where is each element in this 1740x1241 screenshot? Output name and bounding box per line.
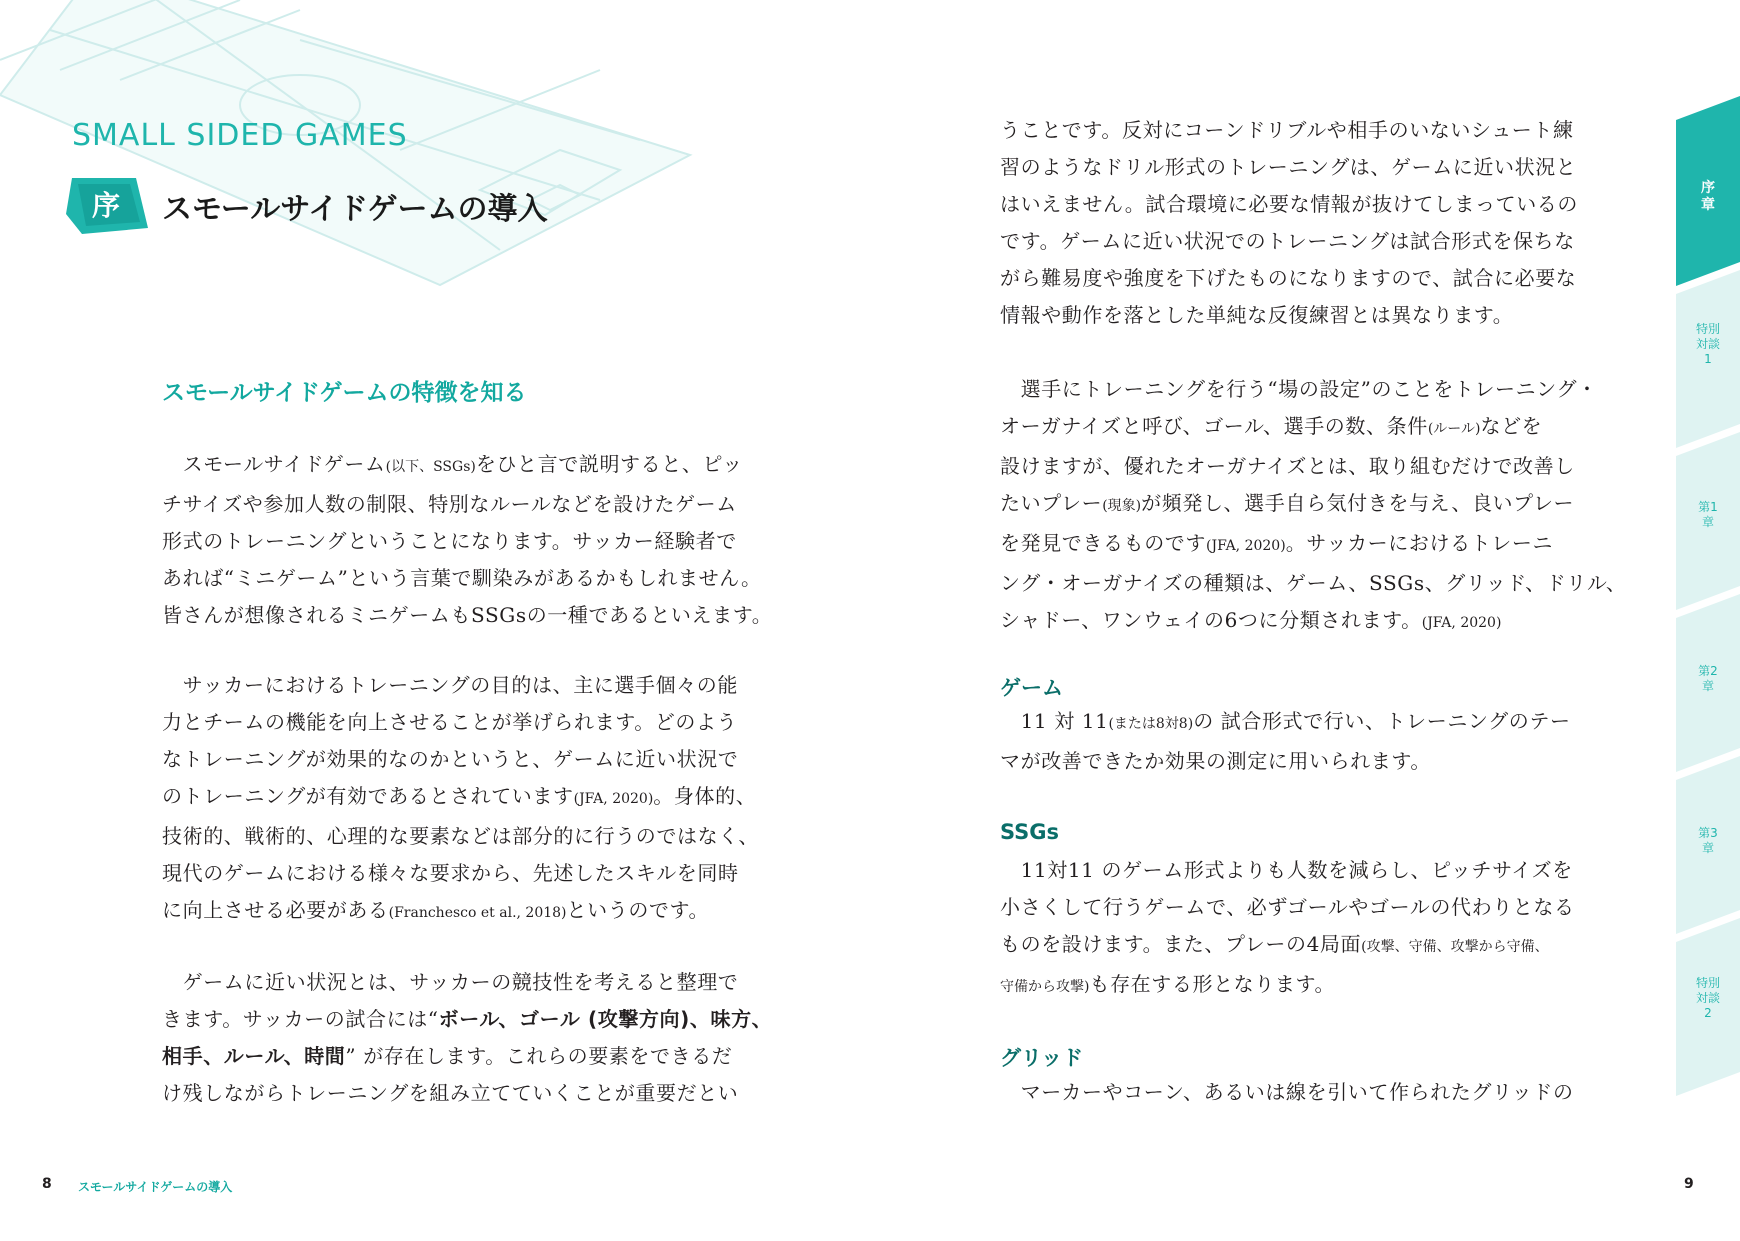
tab-special-talk-2[interactable]: 特別対談2: [1696, 976, 1721, 1020]
chapter-tab-strip: [1676, 96, 1740, 1096]
tab-chapter-3[interactable]: 第3章: [1698, 826, 1718, 855]
left-paragraph-2: サッカーにおけるトレーニングの目的は、主に選手個々の能 力とチームの機能を向上させることが挙げられます。どのよう なトレーニングが効果的なのかというと、ゲームに近い状況で のトレーニングが有効であるとされています(JFA, 2020)。身体的、 技術的、戦術的、心理的な要素などは部分的に行うのではなく、 現代のゲームにおける様々な要求から、先述したスキルを同時 に向上させる必要がある(Franchesco et al., 2018)というのです。: [162, 673, 759, 922]
left-paragraph-1: スモールサイドゲーム(以下、SSGs)をひと言で説明すると、ピッ チサイズや参加人数の制限、特別なルールなどを設けたゲーム 形式のトレーニングということになります。サッカー経験者で あれば“ミニゲーム”という言葉で馴染みがあるかもしれません。 皆さんが想像されるミニゲームもSSGsの一種であるといえます。: [162, 452, 773, 627]
page-number-left: 8: [42, 1176, 52, 1192]
tab-preface[interactable]: 序章: [1701, 180, 1715, 213]
term-heading-ssgs: SSGs: [1000, 820, 1060, 844]
running-head: スモールサイドゲームの導入: [78, 1180, 233, 1194]
chapter-title: スモールサイドゲームの導入: [162, 192, 548, 227]
series-eyebrow: SMALL SIDED GAMES: [72, 118, 408, 153]
tab-special-talk-1[interactable]: 特別対談1: [1696, 322, 1721, 366]
tab-chapter-1[interactable]: 第1章: [1698, 500, 1718, 529]
left-paragraph-3: ゲームに近い状況とは、サッカーの競技性を考えると整理で きます。サッカーの試合には“ボール、ゴール (攻撃方向)、味方、 相手、ルール、時間” が存在します。これらの要素をできるだ け残しながらトレーニングを組み立てていくことが重要だとい: [162, 970, 773, 1105]
term-body-ssgs: 11対11 のゲーム形式よりも人数を減らし、ピッチサイズを 小さくして行うゲームで、必ずゴールやゴールの代わりとなる ものを設けます。また、プレーの4局面(攻撃、守備、攻撃から守備、 守備から攻撃)も存在する形となります。: [1000, 858, 1575, 996]
right-paragraph-2: 選手にトレーニングを行う“場の設定”のことをトレーニング・ オーガナイズと呼び、ゴール、選手の数、条件(ルール)などを 設けますが、優れたオーガナイズとは、取り組むだけで改善し たいプレー(現象)が頻発し、選手自ら気付きを与え、良いプレー を発見できるものです(JFA, 2020)。サッカーにおけるトレーニ ング・オーガナイズの種類は、ゲーム、SSGs、グリッド、ドリル、 シャドー、ワンウェイの6つに分類されます。(JFA, 2020): [1000, 377, 1627, 632]
term-heading-grid: グリッド: [1000, 1046, 1084, 1070]
chapter-badge: 序: [91, 189, 120, 222]
section-heading: スモールサイドゲームの特徴を知る: [162, 380, 527, 406]
term-heading-game: ゲーム: [1000, 676, 1063, 700]
right-paragraph-1: うことです。反対にコーンドリブルや相手のいないシュート練 習のようなドリル形式のトレーニングは、ゲームに近い状況と はいえません。試合環境に必要な情報が抜けてしまっているの です。ゲームに近い状況でのトレーニングは試合形式を保ちな がら難易度や強度を下げたものになりますので、試合に必要な 情報や動作を落とした単純な反復練習とは異なります。: [1000, 118, 1578, 327]
tab-chapter-2[interactable]: 第2章: [1698, 664, 1718, 693]
term-body-grid: マーカーやコーン、あるいは線を引いて作られたグリッドの: [1020, 1080, 1574, 1104]
term-body-game: 11 対 11(または8対8)の 試合形式で行い、トレーニングのテー マが改善できたか効果の測定に用いられます。: [1000, 709, 1571, 773]
page-number-right: 9: [1684, 1176, 1694, 1192]
